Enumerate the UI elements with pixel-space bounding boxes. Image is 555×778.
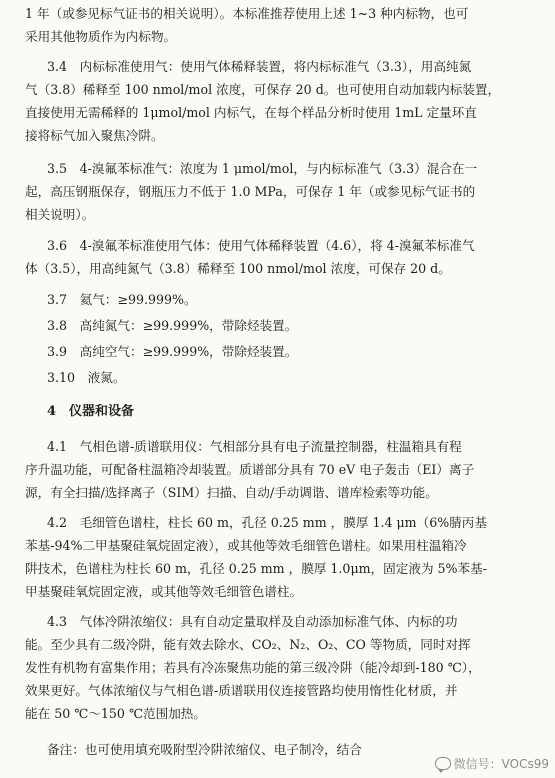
para-4-1-line: 序升温功能，可配备柱温箱冷却装置。质谱部分具有 70 eV 电子轰击（EI）离子 bbox=[25, 462, 475, 477]
watermark-text: 微信号：VOCs99 bbox=[453, 757, 549, 771]
para-3-10: 3.10 液氮。 bbox=[47, 370, 126, 385]
para-4-1-line: 源，有全扫描/选择离子（SIM）扫描、自动/手动调谐、谱库检索等功能。 bbox=[25, 485, 438, 500]
para-3-4-line: 直接使用无需稀释的 1μmol/mol 内标气，在每个样品分析时使用 1mL 定量环直 bbox=[25, 105, 477, 120]
para-3-5-line: 起，高压钢瓶保存，钢瓶压力不低于 1.0 MPa，可保存 1 年（或参见标气证书的 bbox=[25, 184, 476, 199]
para-4-3-line: 发性有机物有富集作用；若具有冷冻聚焦功能的第三级冷阱（能冷却到-180 ℃）， bbox=[25, 660, 481, 675]
para-4-2-line: 苯基-94%二甲基聚硅氧烷固定液），或其他等效毛细管色谱柱。如果用柱温箱冷 bbox=[25, 538, 467, 553]
section-4-heading: 4 仪器和设备 bbox=[47, 404, 135, 419]
para-3-5-line: 3.5 4-溴氟苯标准气：浓度为 1 μmol/mol，与内标标准气（3.3）混合在一 bbox=[47, 161, 478, 176]
wechat-bubble-icon bbox=[435, 757, 451, 770]
para-3-4-line: 气（3.8）稀释至 100 nmol/mol 浓度，可保存 20 d。也可使用自动加载内标装置， bbox=[25, 82, 501, 97]
para-4-2-line: 阱技术，色谱柱为柱长 60 m，孔径 0.25 mm ，膜厚 1.0μm，固定液为 5%苯基- bbox=[25, 561, 487, 576]
para-4-2-line: 甲基聚硅氧烷固定液，或其他等效毛细管色谱柱。 bbox=[25, 584, 303, 599]
para-4-1-line: 4.1 气相色谱-质谱联用仪：气相部分具有电子流量控制器，柱温箱具有程 bbox=[47, 439, 462, 454]
text-line: 1 年（或参见标气证书的相关说明）。本标准推荐使用上述 1~3 种内标物，也可 bbox=[25, 6, 469, 21]
text-line: 采用其他物质作为内标物。 bbox=[25, 29, 177, 44]
para-3-9: 3.9 高纯空气：≥99.999%，带除烃装置。 bbox=[47, 344, 298, 359]
para-3-8: 3.8 高纯氮气：≥99.999%，带除烃装置。 bbox=[47, 318, 298, 333]
para-4-3-line: 效果更好。气体浓缩仪与气相色谱-质谱联用仪连接管路均使用惰性化材质，并 bbox=[25, 683, 458, 698]
para-4-3-line: 能。至少具有二级冷阱，能有效去除水、CO₂、N₂、O₂、CO 等物质，同时对挥 bbox=[25, 637, 471, 652]
para-3-4-line: 接将标气加入聚焦冷阱。 bbox=[25, 128, 164, 143]
para-3-4-line: 3.4 内标标准使用气：使用气体稀释装置，将内标标准气（3.3），用高纯氮 bbox=[47, 59, 472, 74]
para-3-5-line: 相关说明）。 bbox=[25, 207, 95, 222]
para-3-6-line: 体（3.5），用高纯氮气（3.8）稀释至 100 nmol/mol 浓度，可保存 20 d。 bbox=[25, 261, 451, 276]
note-line: 备注：也可使用填充吸附型冷阱浓缩仪、电子制冷，结合 bbox=[47, 742, 362, 757]
para-3-7: 3.7 氦气：≥99.999%。 bbox=[47, 292, 197, 307]
para-4-3-line: 4.3 气体冷阱浓缩仪：具有自动定量取样及自动添加标准气体、内标的功 bbox=[47, 614, 458, 629]
wechat-watermark bbox=[435, 755, 549, 772]
para-3-6-line: 3.6 4-溴氟苯标准使用气体：使用气体稀释装置（4.6），将 4-溴氟苯标准气 bbox=[47, 238, 475, 253]
para-4-2-line: 4.2 毛细管色谱柱，柱长 60 m，孔径 0.25 mm ，膜厚 1.4 μm（6%腈丙基 bbox=[47, 515, 487, 530]
para-4-3-line: 能在 50 ℃～150 ℃范围加热。 bbox=[25, 706, 206, 721]
